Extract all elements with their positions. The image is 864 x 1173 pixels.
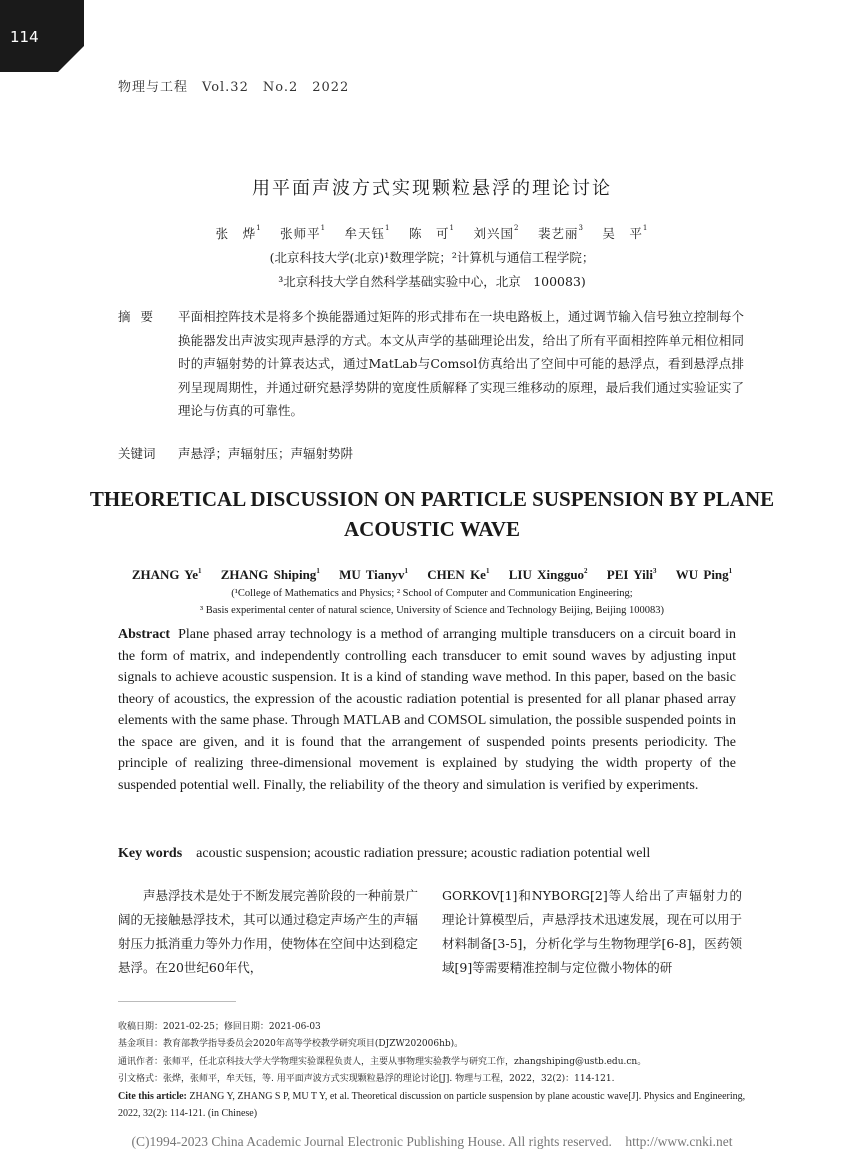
cite-label: Cite this article: xyxy=(118,1091,187,1103)
author-en: CHEN Ke$^1$ xyxy=(427,567,490,582)
affiliation-english-line2: ³ Basis experimental center of natural science, University of Science and Technology Beijing, Beijing 100083) xyxy=(199,605,665,616)
footnote-citation-cn: 引文格式：张烨，张师平，牟天钰，等. 用平面声波方式实现颗粒悬浮的理论讨论[J]. 物理与工程，2022，32(2)：114-121. xyxy=(118,1073,615,1084)
abstract-english-label: Abstract xyxy=(118,627,171,642)
affiliation-chinese-line1: (北京科技大学(北京)¹数理学院；²计算机与通信工程学院； xyxy=(269,250,595,265)
page-number: 114 xyxy=(10,28,39,46)
title-english: THEORETICAL DISCUSSION ON PARTICLE SUSPENSION BY PLANE ACOUSTIC WAVE xyxy=(89,487,775,541)
running-head: 物理与工程 Vol.32 No.2 2022 xyxy=(118,80,350,95)
author-cn: 张师平$^1$ xyxy=(280,224,327,241)
author-en: LIU Xingguo$^2$ xyxy=(508,567,588,582)
footnote-citation-en xyxy=(118,1088,758,1123)
body-text-right-column: GORKOV[1]和NYBORG[2]等人给出了声辐射力的理论计算模型后，声悬浮技术迅速发展，现在可以用于材料制备[3-5]，分析化学与生物物理学[6-8]，医药领域[9]等需要精准控制与定位微小物体的研 xyxy=(442,888,743,975)
author-en: PEI Yili$^3$ xyxy=(606,567,657,582)
keywords-english-label: Key words xyxy=(118,846,183,861)
author-cn: 牟天钰$^1$ xyxy=(344,224,391,241)
author-cn: 张 烨$^1$ xyxy=(215,224,262,241)
author-en: WU Ping$^1$ xyxy=(675,567,733,582)
keywords-english xyxy=(118,846,650,862)
affiliation-chinese-line2: ³北京科技大学自然科学基础实验中心，北京 100083) xyxy=(278,274,586,289)
authors-english xyxy=(0,567,864,583)
abstract-chinese-label: 摘要 xyxy=(118,309,164,324)
abstract-chinese: 平面相控阵技术是将多个换能器通过矩阵的形式排布在一块电路板上，通过调节输入信号独立控制每个换能器发出声波实现声悬浮的方式。本文从声学的基础理论出发，给出了所有平面相控阵单元相位相同时的声辐射势的计算表达式，通过MatLab与Comsol仿真给出了空间中可能的悬浮点，看到悬浮点排列呈现周期性，并通过研究悬浮势阱的宽度性质解释了实现三维移动的原理，最后我们通过实验证实了理论与仿真的可靠性。 xyxy=(178,309,744,418)
footnote-funding: 基金项目：教育部教学指导委员会2020年高等学校教学研究项目(DJZW202006hb)。 xyxy=(118,1039,464,1050)
author-en: MU Tianyv$^1$ xyxy=(339,567,409,582)
footnote-received: 收稿日期：2021-02-25；修回日期：2021-06-03 xyxy=(118,1022,321,1032)
author-en: ZHANG Shiping$^1$ xyxy=(220,567,320,582)
affiliation-english-line1: (¹College of Mathematics and Physics; ² School of Computer and Communication Engineering; xyxy=(231,588,633,599)
author-en: ZHANG Ye$^1$ xyxy=(131,567,202,582)
footnote-divider xyxy=(118,1001,236,1002)
authors-chinese xyxy=(0,224,864,242)
abstract-english-text: Plane phased array technology is a method of arranging multiple transducers on a circuit board in the form of matrix, and independently controlling each transducer to emit sound waves by adjusting input signals to achieve acoustic suspension. It is a kind of standing wave method. In this paper, based on the basic theory of acoustics, the expression of the acoustic radiation potential is presented for all planar phased array elements with the same phase. Through MATLAB and COMSOL simulation, the possible suspended points in the space are given, and it is found that the arrangement of suspended points presents periodicity. The principle of realizing three-dimensional movement is explained by studying the width property of the suspended potential well. Finally, the reliability of the theory and simulation is verified by experiments. xyxy=(118,627,736,793)
author-cn: 裴艺丽$^3$ xyxy=(537,224,584,241)
keywords-chinese: 声悬浮；声辐射压；声辐射势阱 xyxy=(178,446,354,461)
author-cn: 陈 可$^1$ xyxy=(409,224,455,241)
keywords-english-text: acoustic suspension; acoustic radiation pressure; acoustic radiation potential well xyxy=(196,846,651,861)
cite-text: ZHANG Y, ZHANG S P, MU T Y, et al. Theoretical discussion on particle suspension by plane acoustic wave[J]. Physics and Engineering, 2022, 32(2): 114-121. (in Chinese) xyxy=(118,1091,746,1120)
footnote-corresponding-author: 通讯作者：张师平，任北京科技大学大学物理实验课程负责人，主要从事物理实验教学与研究工作，zhangshiping@ustb.edu.cn。 xyxy=(118,1056,647,1067)
abstract-english xyxy=(118,624,736,796)
title-chinese: 用平面声波方式实现颗粒悬浮的理论讨论 xyxy=(252,178,612,199)
keywords-chinese-label: 关键词 xyxy=(118,446,156,461)
copyright-notice: (C)1994-2023 China Academic Journal Electronic Publishing House. All rights reserved. http://www.cnki.net xyxy=(131,1134,733,1149)
author-cn: 刘兴国$^2$ xyxy=(473,224,520,241)
body-text-left-column: 声悬浮技术是处于不断发展完善阶段的一种前景广阔的无接触悬浮技术，其可以通过稳定声场产生的声辐射压力抵消重力等外力作用，使物体在空间中达到稳定悬浮。在20世纪60年代， xyxy=(118,888,419,975)
author-cn: 吴 平$^1$ xyxy=(602,224,649,241)
footnotes xyxy=(118,1019,758,1123)
